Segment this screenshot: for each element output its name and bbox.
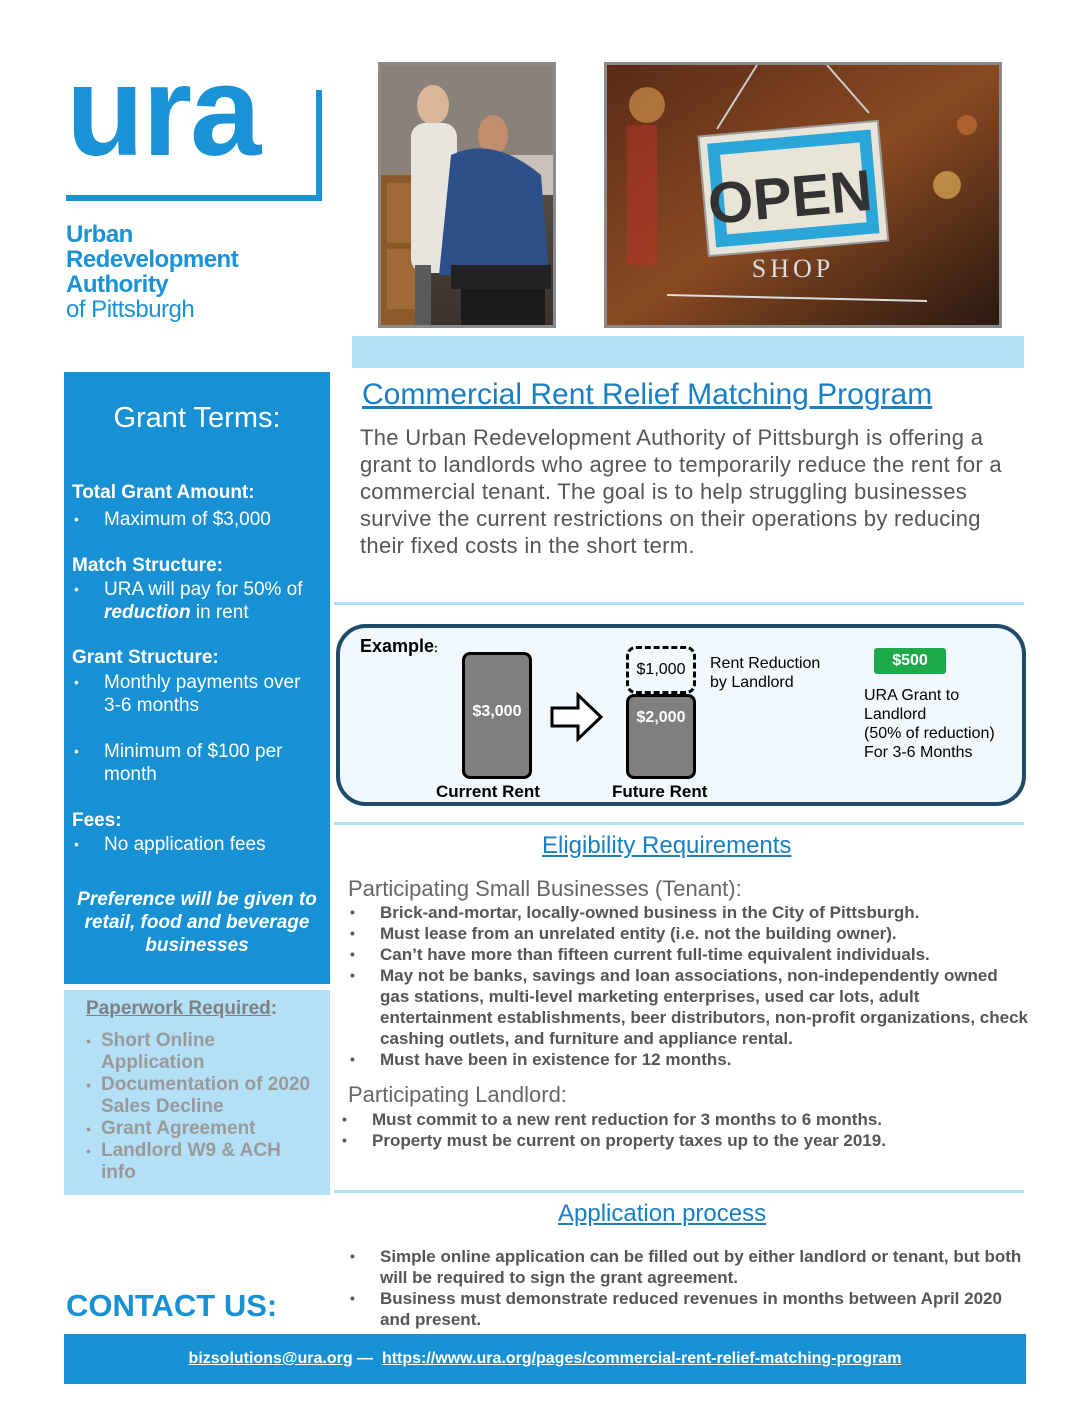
list-item: • Landlord W9 & ACH info (86, 1140, 311, 1184)
list-item: • Must commit to a new rent reduction for 3 months to 6 months. (338, 1109, 1024, 1130)
email-link[interactable]: bizsolutions@ura.org (188, 1350, 353, 1367)
footer-separator: — (352, 1350, 382, 1367)
list-item: • Documentation of 2020 Sales Decline (86, 1074, 311, 1118)
list-item: • Must lease from an unrelated entity (i.e. not the building owner). (346, 923, 1028, 944)
contact-footer (64, 1334, 1026, 1384)
landlord-requirements-list (338, 1109, 1024, 1151)
list-item: • Can’t have more than fifteen current full-time equivalent individuals. (346, 944, 1028, 965)
org-name-line: Authority (66, 271, 169, 298)
paperwork-list (86, 1030, 311, 1184)
list-item: • Maximum of $3,000 (72, 508, 271, 531)
example-panel (336, 624, 1026, 806)
future-rent-bar (626, 694, 696, 779)
note-line: Landlord (864, 706, 927, 723)
match-structure-heading: Match Structure: (72, 555, 223, 576)
list-item: • No application fees (72, 833, 266, 856)
org-name-line: Urban (66, 221, 133, 248)
note-line: For 3-6 Months (864, 744, 973, 761)
org-name-line: Redevelopment (66, 246, 239, 273)
shop-text: SHOP (751, 254, 835, 283)
current-rent-value: $3,000 (472, 703, 522, 720)
application-title: Application process (558, 1200, 767, 1227)
grant-terms-title: Grant Terms: (113, 402, 281, 434)
open-sign-photo (604, 62, 1002, 328)
future-rent-caption: Future Rent (612, 782, 708, 801)
list-item: • May not be banks, savings and loan associations, non-independently owned gas stations, multi-level marketing enterprises, used car lots, adult entertainment establishments, beer distributors, non-profit organizations, check cashing outlets, and furniture and appliance rental. (346, 965, 1028, 1049)
grant-amount-badge: $500 (874, 648, 946, 674)
landlord-title: Participating Landlord: (348, 1082, 567, 1107)
current-rent-caption: Current Rent (436, 782, 540, 801)
arrow-right-icon (550, 692, 604, 742)
rent-reduction-note (710, 654, 820, 692)
list-item: • Simple online application can be filled out by either landlord or tenant, but both will be required to sign the grant agreement. (346, 1246, 1026, 1288)
match-text-emphasis: reduction (104, 602, 191, 623)
list-item: • Short Online Application (86, 1030, 311, 1074)
list-item: • Monthly payments over 3-6 months (72, 671, 312, 717)
tenant-requirements-list (346, 902, 1028, 1070)
match-text-post: in rent (190, 602, 249, 623)
list-item: • Minimum of $100 per month (72, 740, 312, 786)
note-line: Rent Reduction (710, 655, 821, 672)
fees-heading: Fees: (72, 810, 122, 831)
paperwork-panel (64, 990, 330, 1195)
list-item (72, 578, 312, 624)
ura-grant-note (864, 686, 995, 762)
note-line: (50% of reduction) (864, 725, 995, 742)
organization-name (66, 222, 238, 322)
example-label-colon: : (434, 641, 439, 655)
list-item: • Grant Agreement (86, 1118, 311, 1140)
preference-note: Preference will be given to retail, food and beverage businesses (77, 889, 317, 956)
paperwork-title-text: Paperwork Required (86, 998, 271, 1019)
open-sign-illustration (607, 65, 999, 325)
ura-logo-mark: ura (66, 40, 260, 183)
divider (334, 822, 1024, 825)
list-item: • Must have been in existence for 12 months. (346, 1049, 1028, 1070)
paperwork-title (86, 998, 277, 1020)
match-structure-list (72, 578, 312, 624)
total-grant-heading: Total Grant Amount: (72, 482, 255, 503)
rent-reduction-box: $1,000 (626, 646, 696, 694)
tenant-title: Participating Small Businesses (Tenant): (348, 876, 742, 901)
example-label (360, 636, 438, 657)
grant-structure-heading: Grant Structure: (72, 647, 219, 668)
open-sign-text: OPEN (705, 157, 875, 237)
note-line: by Landlord (710, 674, 794, 691)
divider (334, 1190, 1024, 1193)
barber-photo (378, 62, 556, 328)
logo-horizontal-bar (66, 195, 322, 201)
org-name-line: of Pittsburgh (66, 296, 195, 323)
logo-vertical-bar (316, 90, 322, 200)
grant-structure-list (72, 671, 312, 786)
list-item: • Property must be current on property taxes up to the year 2019. (338, 1130, 1024, 1151)
divider (334, 602, 1024, 605)
paperwork-title-colon: : (270, 998, 278, 1019)
program-intro: The Urban Redevelopment Authority of Pittsburgh is offering a grant to landlords who agree to temporarily reduce the rent for a commercial tenant. The goal is to help struggling businesses survive the current restrictions on their operations by reducing their fixed costs in the short term. (360, 425, 1002, 558)
future-rent-value: $2,000 (636, 709, 686, 726)
program-url-link[interactable]: https://www.ura.org/pages/commercial-rent-relief-matching-program (381, 1350, 902, 1367)
fees-list (72, 833, 266, 856)
program-title: Commercial Rent Relief Matching Program (362, 378, 933, 411)
total-grant-list (72, 508, 271, 531)
note-line: URA Grant to (864, 687, 960, 704)
current-rent-bar (462, 652, 532, 779)
list-item: • Business must demonstrate reduced revenues in months between April 2020 and present. (346, 1288, 1026, 1330)
grant-terms-panel (64, 372, 330, 984)
eligibility-title: Eligibility Requirements (542, 832, 792, 859)
list-item: • Brick-and-mortar, locally-owned business in the City of Pittsburgh. (346, 902, 1028, 923)
contact-title: CONTACT US: (66, 1288, 278, 1323)
header-blue-strip (352, 336, 1024, 368)
barber-photo-illustration (381, 65, 553, 325)
example-label-text: Example (360, 636, 435, 656)
application-list (346, 1246, 1026, 1330)
match-text-pre: URA will pay for 50% of (104, 579, 303, 600)
